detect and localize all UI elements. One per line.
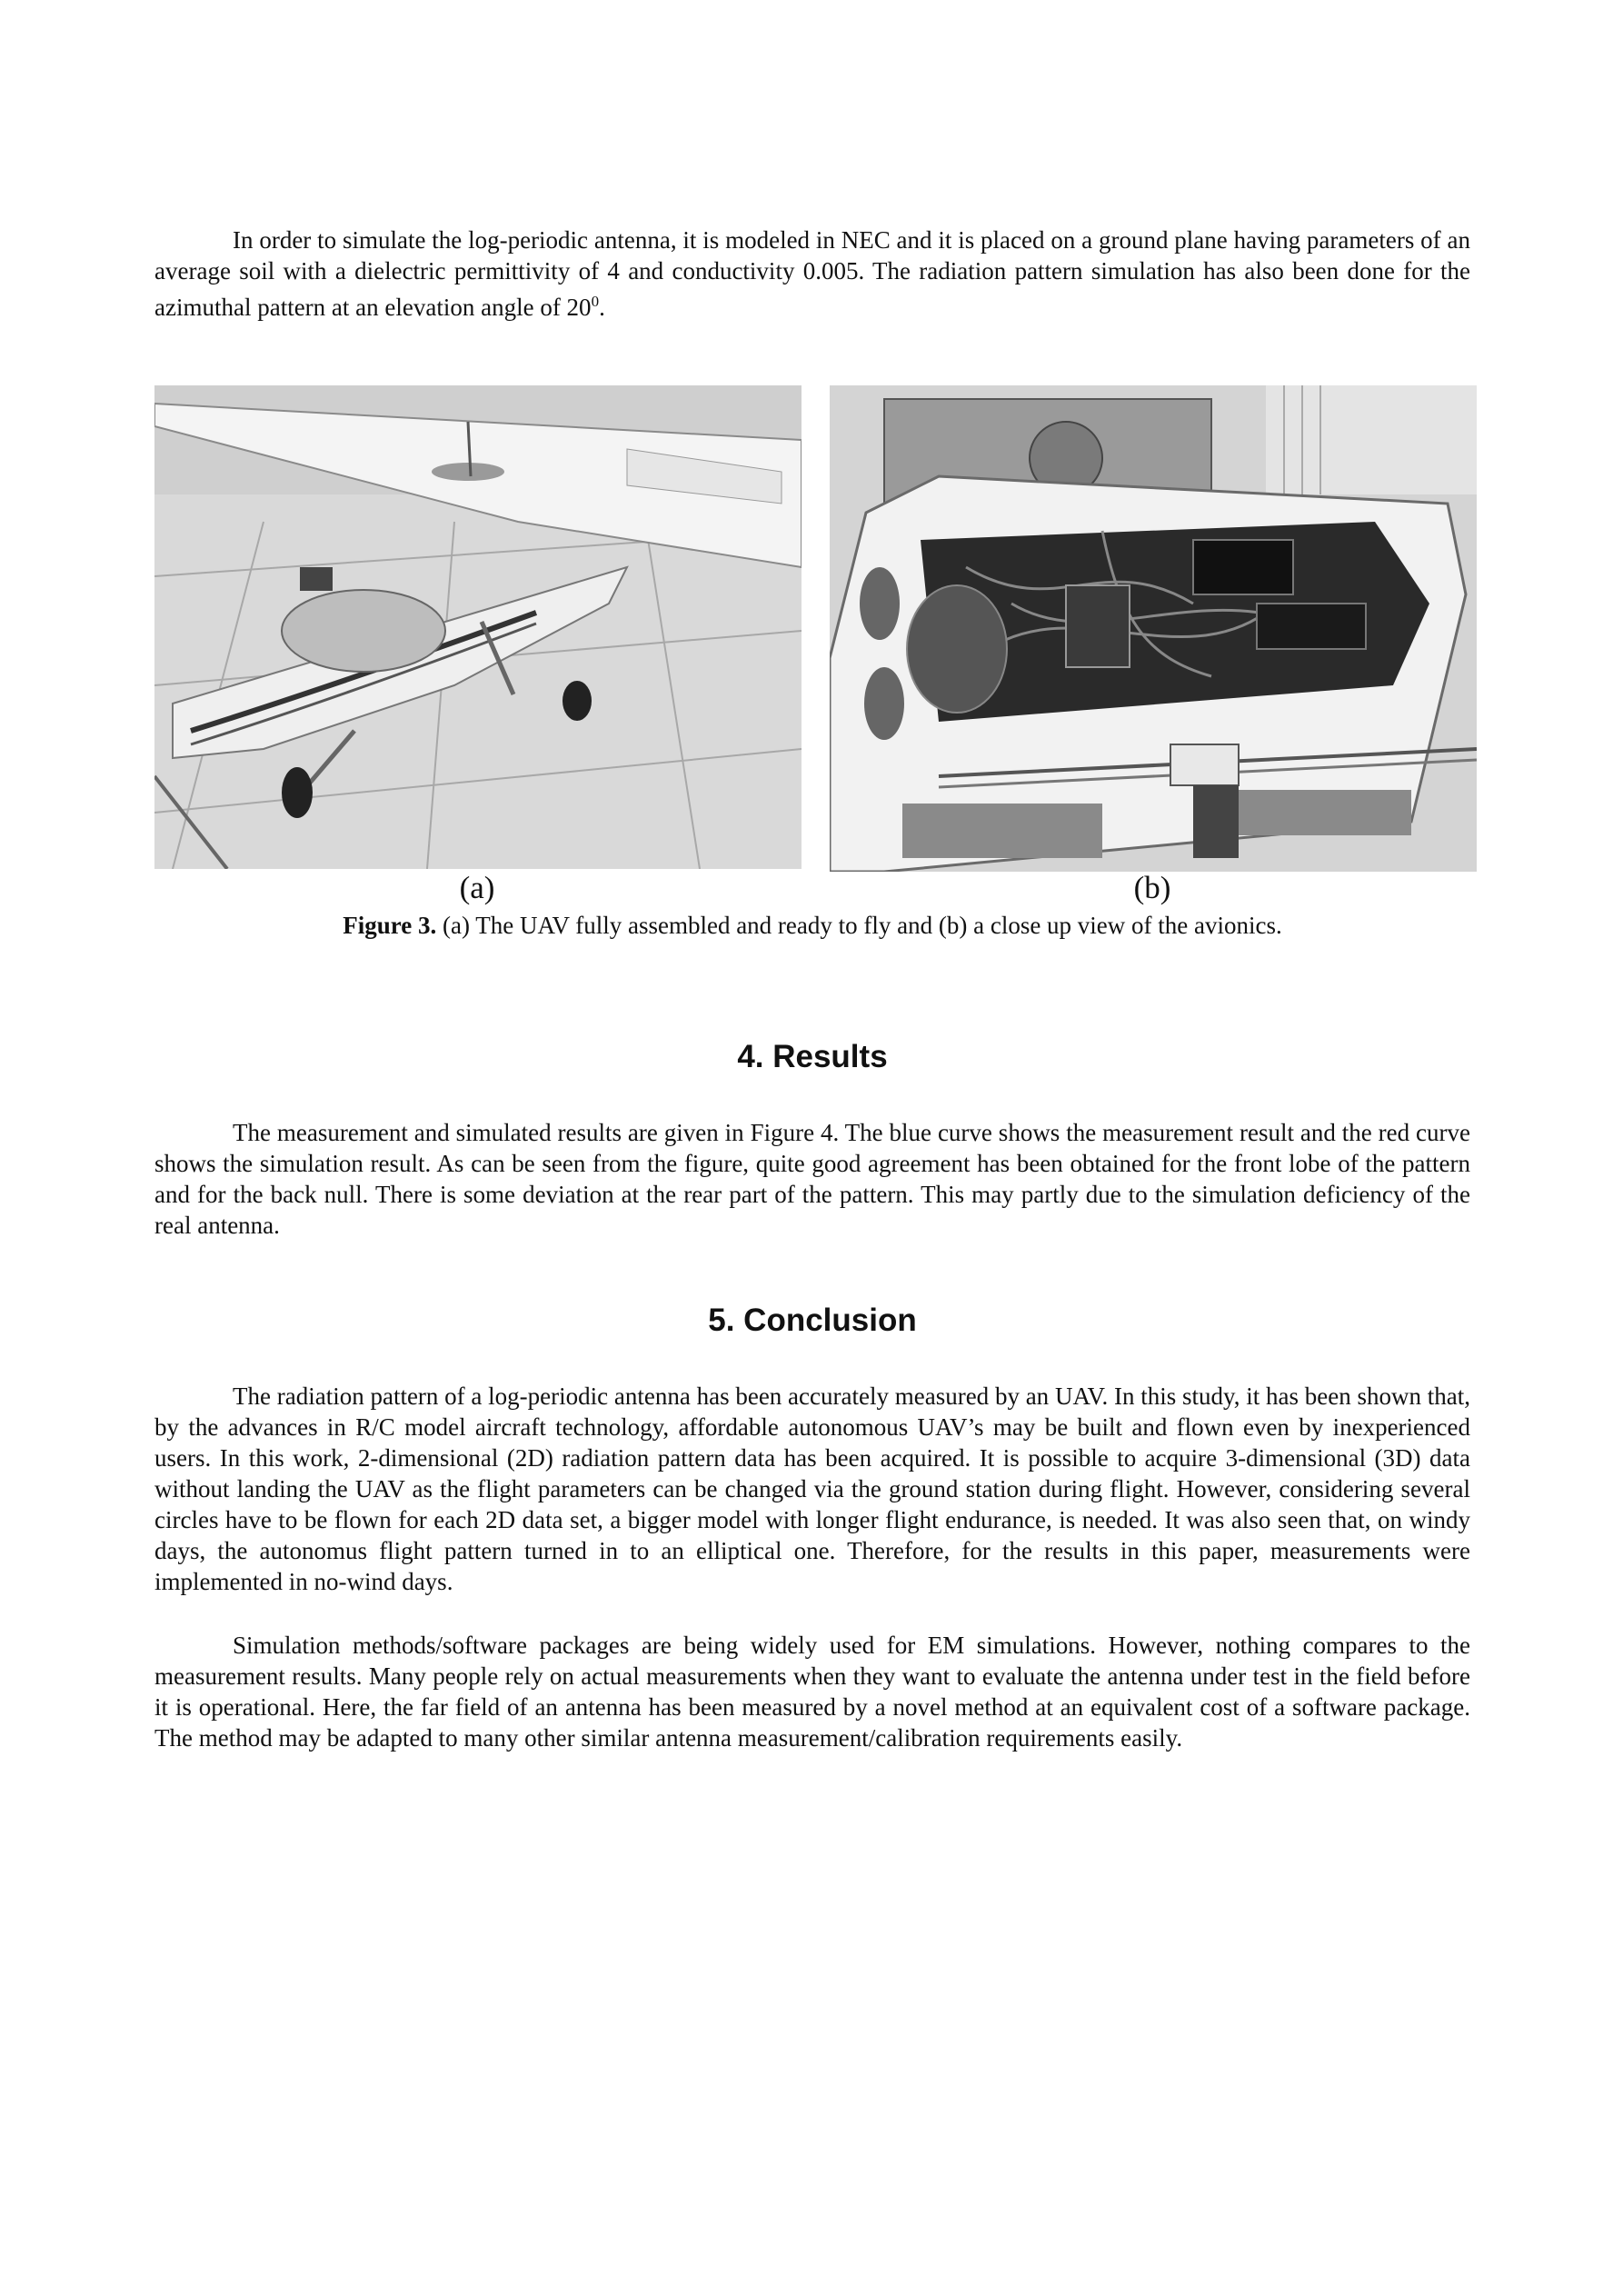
conclusion-text-2: Simulation methods/software packages are being widely used for EM simulations. However, nothing compares to the measurement results. Many people rely on actual measurements when they want to evaluate the antenna under test in the field before it is operational. Here, the far field of an antenna has been measured by a novel method at an equivalent cost of a software package. The method may be adapted to many other similar antenna measurement/calibration requirements easily. xyxy=(154,1632,1470,1752)
results-paragraph xyxy=(154,1117,1470,1241)
intro-text-end: . xyxy=(599,294,605,321)
figure-3b-photo xyxy=(830,385,1477,872)
figure-3a-photo xyxy=(154,385,802,869)
intro-text: In order to simulate the log-periodic antenna, it is modeled in NEC and it is placed on a ground plane having parameters of an average soil with a dielectric permittivity of 4 and conductivity 0.005. The radiation pattern simulation has also been done for the azimuthal pattern at an elevation angle of 20 xyxy=(154,226,1470,321)
uav-assembled-image xyxy=(154,385,802,869)
results-text: The measurement and simulated results are given in Figure 4. The blue curve shows the measurement result and the red curve shows the simulation result. As can be seen from the figure, quite good agreement has been obtained for the front lobe of the pattern and for the back null. There is some deviation at the rear part of the pattern. This may partly due to the simulation deficiency of the real antenna. xyxy=(154,1119,1470,1239)
figure-3-caption-label: Figure 3. xyxy=(343,912,437,939)
figure-3a-label: (a) xyxy=(459,870,495,905)
intro-superscript: 0 xyxy=(591,293,600,310)
figure-3-caption-text: (a) The UAV fully assembled and ready to fly and (b) a close up view of the avionics. xyxy=(436,912,1282,939)
conclusion-paragraph-1 xyxy=(154,1381,1470,1597)
conclusion-paragraph-2 xyxy=(154,1630,1470,1753)
conclusion-heading: 5. Conclusion xyxy=(708,1303,917,1338)
conclusion-text-1: The radiation pattern of a log-periodic antenna has been accurately measured by an UAV. In this study, it has been shown that, by the advances in R/C model aircraft technology, affordable autonomous UAV’s may be built and flown even by inexperienced users. In this work, 2-dimensional (2D) radiation pattern data has been acquired. It is possible to acquire 3-dimensional (3D) data without landing the UAV as the flight parameters can be changed via the ground station during flight. However, considering several circles have to be flown for each 2D data set, a bigger model with longer flight endurance, is needed. It was also seen that, on windy days, the autonomus flight pattern turned in to an elliptical one. Therefore, for the results in this paper, measurements were implemented in no-wind days. xyxy=(154,1383,1470,1595)
avionics-closeup-image xyxy=(830,385,1477,872)
results-heading: 4. Results xyxy=(737,1039,888,1074)
intro-paragraph xyxy=(154,225,1470,323)
figure-3b-label: (b) xyxy=(1133,870,1171,905)
figure-3-caption xyxy=(154,912,1470,940)
